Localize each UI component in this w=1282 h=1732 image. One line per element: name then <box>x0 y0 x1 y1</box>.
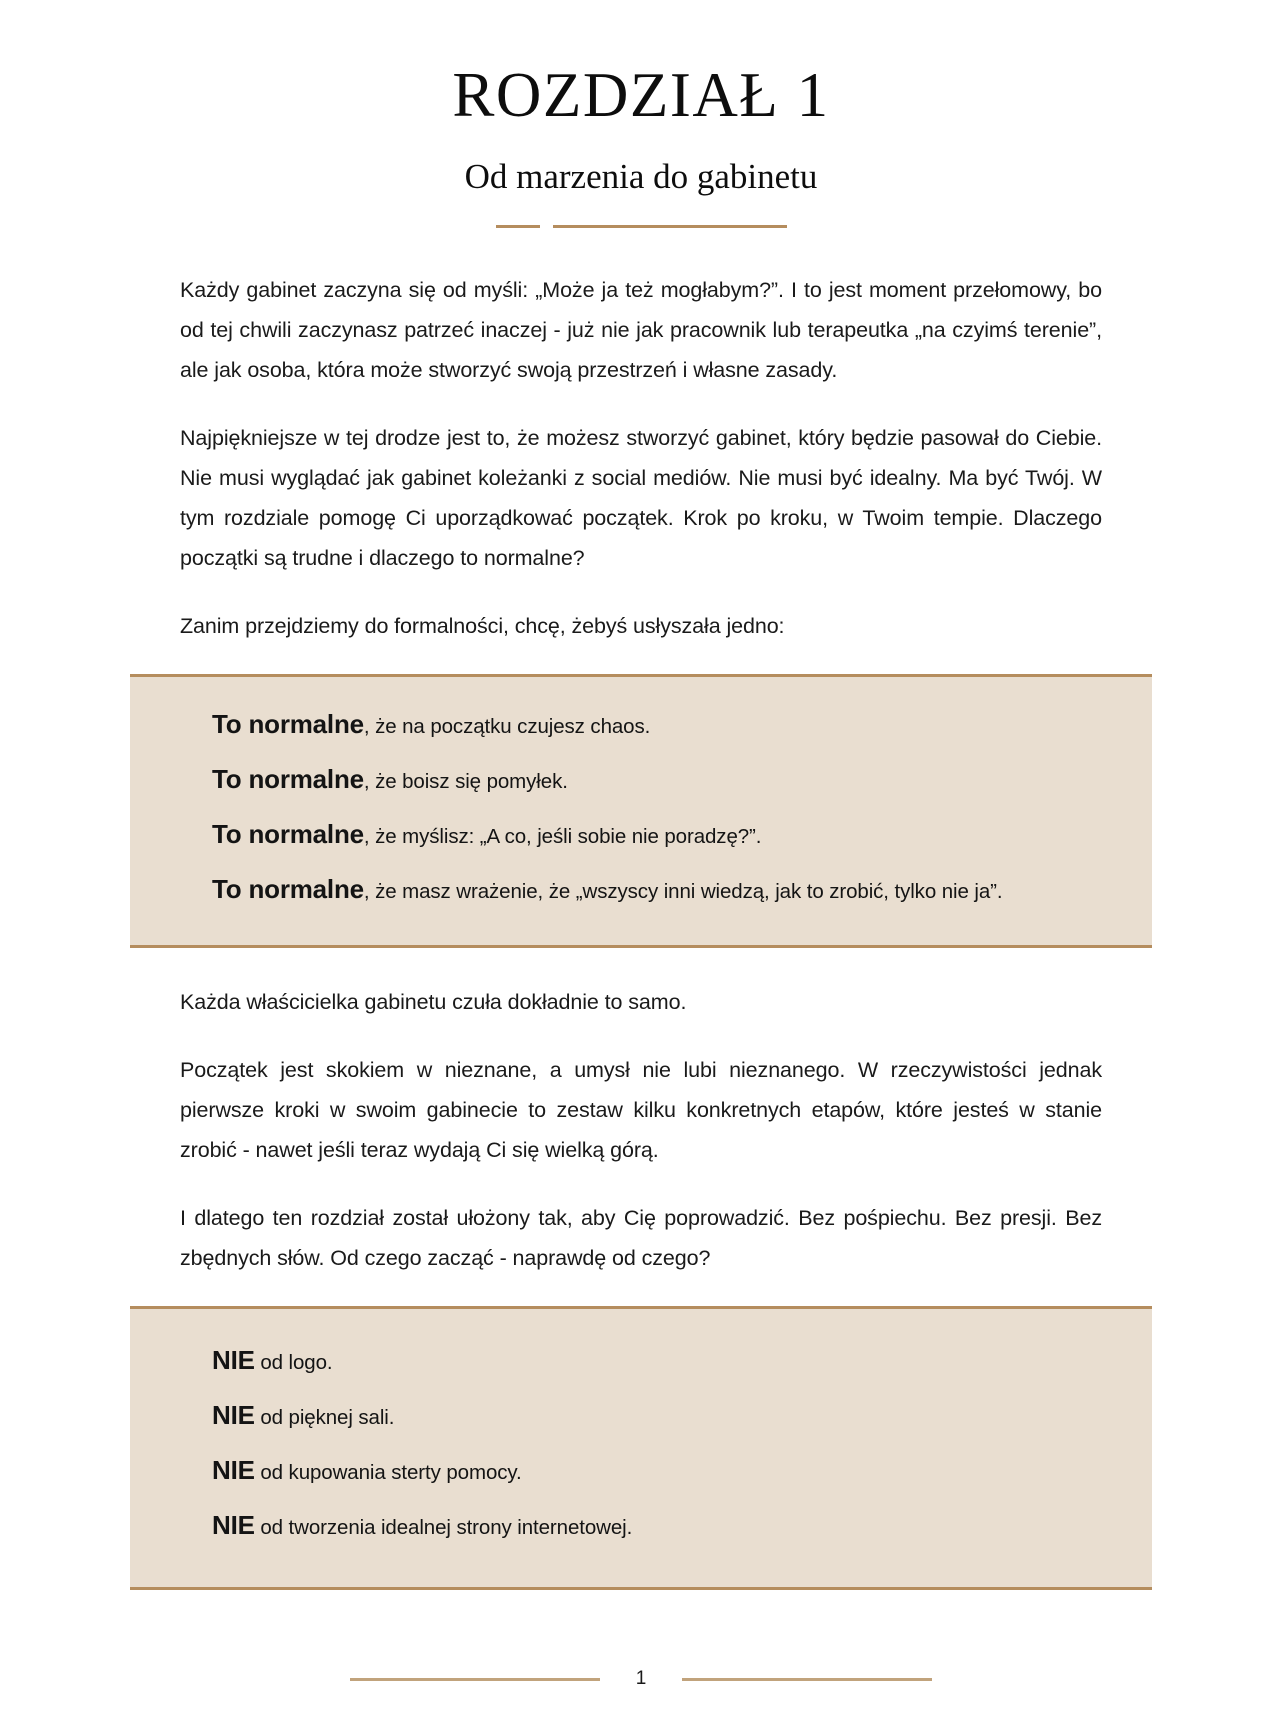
callout-rest-text: od pięknej sali. <box>254 1406 395 1430</box>
callout-lead-label: NIE <box>212 1455 255 1486</box>
divider-segment-long <box>553 225 787 228</box>
paragraph-every-owner: Każda właścicielka gabinetu czuła dokładnie to samo. <box>180 990 687 1015</box>
spacer <box>180 948 1102 982</box>
footer-rule-right <box>682 1678 932 1681</box>
divider-segment-short <box>496 225 540 228</box>
callout-lead-label: To normalne <box>212 764 364 795</box>
callout-line <box>212 762 1092 801</box>
callout-rest-text: , że masz wrażenie, że „wszyscy inni wiedzą, jak to zrobić, tylko nie ja”. <box>363 880 1003 904</box>
callout-line <box>212 1398 1092 1437</box>
callout-lead-label: NIE <box>212 1345 255 1376</box>
callout-box-to-normalne <box>130 674 1152 948</box>
callout-rest-text: od tworzenia idealnej strony internetowej. <box>254 1516 633 1540</box>
callout-line <box>212 1343 1092 1382</box>
callout-rest-text: , że boisz się pomyłek. <box>363 770 568 794</box>
callout-line <box>212 1508 1092 1547</box>
page-number: 1 <box>635 1668 647 1689</box>
callout-lead-label: To normalne <box>212 709 364 740</box>
callout-line <box>212 1453 1092 1492</box>
paragraph-before-formalities: Zanim przejdziemy do formalności, chcę, żebyś usłyszała jedno: <box>180 614 785 639</box>
paragraph-beginning-leap: Początek jest skokiem w nieznane, a umysł nie lubi nieznanego. W rzeczywistości jednak pierwsze kroki w swoim gabinecie to zestaw kilku konkretnych etapów, które jesteś w stanie zrobić - nawet jeśli teraz wydają Ci się wielką górą. <box>180 1058 1102 1163</box>
paragraph-journey: Najpiękniejsze w tej drodze jest to, że możesz stworzyć gabinet, który będzie pasował do Ciebie. Nie musi wyglądać jak gabinet koleżanki z social mediów. Nie musi być idealny. Ma być Twój. W tym rozdziale pomogę Ci uporządkować początek. Krok po kroku, w Twoim tempie. Dlaczego początki są trudne i dlaczego to normalne? <box>180 426 1102 571</box>
paragraph-intro: Każdy gabinet zaczyna się od myśli: „Może ja też mogłabym?”. I to jest moment przełomowy, bo od tej chwili zaczynasz patrzeć inaczej - już nie jak pracownik lub terapeutka „na czyimś terenie”, ale jak osoba, która może stworzyć swoją przestrzeń i własne zasady. <box>180 278 1102 383</box>
callout-lead-label: NIE <box>212 1400 255 1431</box>
callout-rest-text: od logo. <box>254 1351 333 1375</box>
callout-box-nie <box>130 1306 1152 1590</box>
chapter-subtitle: Od marzenia do gabinetu <box>464 157 818 197</box>
callout-line <box>212 872 1092 911</box>
callout-lead-label: To normalne <box>212 874 364 905</box>
chapter-header <box>0 0 1282 228</box>
page-title: ROZDZIAŁ 1 <box>452 60 830 130</box>
footer-rule-left <box>350 1678 600 1681</box>
callout-line <box>212 817 1092 856</box>
callout-lead-label: To normalne <box>212 819 364 850</box>
document-content <box>180 228 1102 1590</box>
callout-lead-label: NIE <box>212 1510 255 1541</box>
paragraph-chapter-structure: I dlatego ten rozdział został ułożony tak, aby Cię poprowadzić. Bez pośpiechu. Bez presji. Bez zbędnych słów. Od czego zacząć - naprawdę od czego? <box>180 1206 1102 1271</box>
callout-rest-text: od kupowania sterty pomocy. <box>254 1461 522 1485</box>
callout-rest-text: , że myślisz: „A co, jeśli sobie nie poradzę?”. <box>363 825 762 849</box>
page-footer <box>0 1668 1282 1690</box>
callout-line <box>212 707 1092 746</box>
callout-rest-text: , że na początku czujesz chaos. <box>363 715 651 739</box>
